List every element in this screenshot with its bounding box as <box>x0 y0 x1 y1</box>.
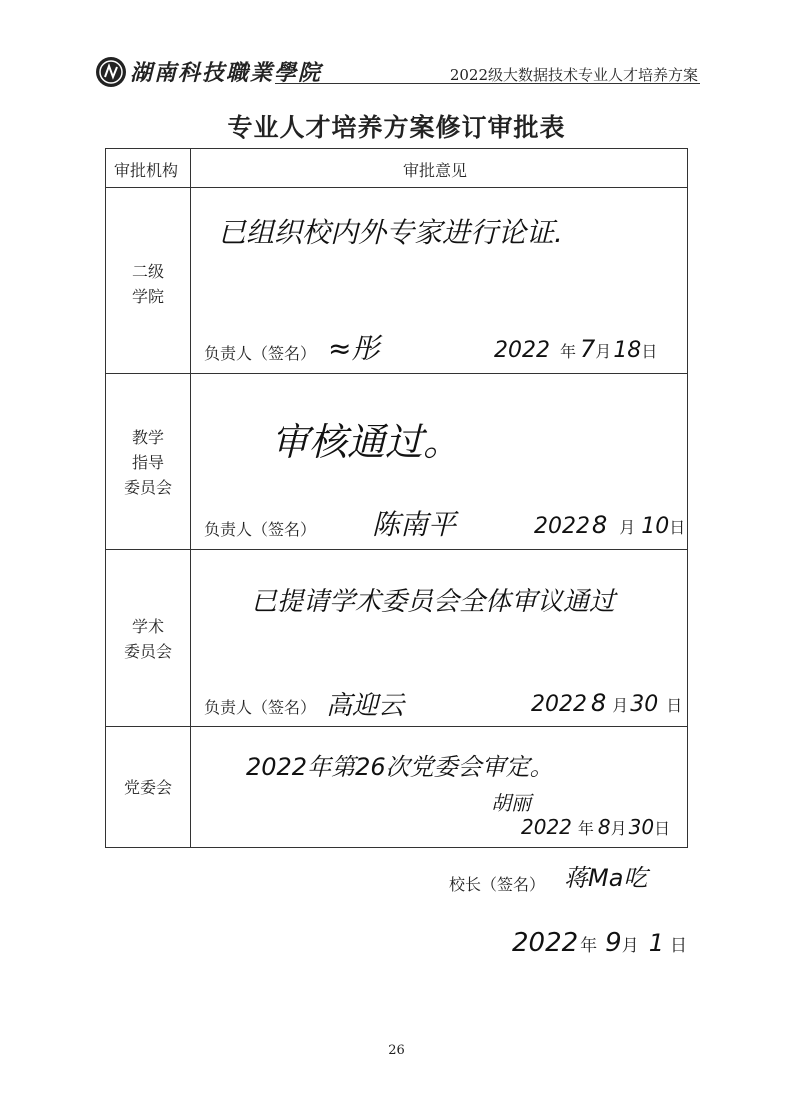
page-number: 26 <box>388 1043 405 1058</box>
org-teaching-committee: 教学 指导 委员会 <box>123 428 172 497</box>
column-header-opinion: 审批意见 <box>403 161 468 180</box>
column-divider <box>190 149 191 847</box>
org-academic-committee: 学术 委员会 <box>123 617 172 661</box>
form-title: 专业人才培养方案修订审批表 <box>227 113 566 142</box>
row-divider <box>106 373 687 374</box>
row-divider <box>106 726 687 727</box>
document-header-title: 2022级大数据技术专业人才培养方案 <box>449 66 698 84</box>
row-divider <box>106 549 687 550</box>
school-name: 湖南科技職業學院 <box>130 60 323 86</box>
signature: 胡丽 <box>491 791 531 815</box>
column-header-org: 审批机构 <box>114 161 179 180</box>
approval-table <box>105 148 688 848</box>
school-logo <box>95 56 127 88</box>
approval-date: 2022 年 8月 30日 <box>521 815 671 839</box>
row-divider <box>106 187 687 188</box>
principal-date: 2022 年 9月 1 日 <box>512 928 687 958</box>
signature: 高迎云 <box>326 691 405 721</box>
opinion-handwritten: 审核通过。 <box>271 420 462 464</box>
approval-date: 2022 8 月30 日 <box>531 689 683 717</box>
responsible-label: 负责人（签名） <box>204 520 317 539</box>
opinion-handwritten: 已提请学术委员会全体审议通过 <box>251 587 616 617</box>
signature: ≈彤 <box>328 332 380 365</box>
approval-date: 20228 月 10日 <box>534 511 686 539</box>
signature: 陈南平 <box>372 508 457 541</box>
opinion-handwritten: 2022年第26次党委会审定。 <box>246 753 554 781</box>
principal-signature: 蒋Ma吃 <box>564 864 648 892</box>
org-secondary-college: 二级 学院 <box>131 262 164 306</box>
responsible-label: 负责人（签名） <box>204 344 317 363</box>
header-rule <box>275 83 700 84</box>
org-party-committee: 党委会 <box>123 778 172 797</box>
principal-label: 校长（签名） <box>449 875 546 894</box>
approval-date: 2022 年 7月18日 <box>494 335 658 363</box>
opinion-handwritten: 已组织校内外专家进行论证. <box>218 216 563 249</box>
responsible-label: 负责人（签名） <box>204 698 317 717</box>
